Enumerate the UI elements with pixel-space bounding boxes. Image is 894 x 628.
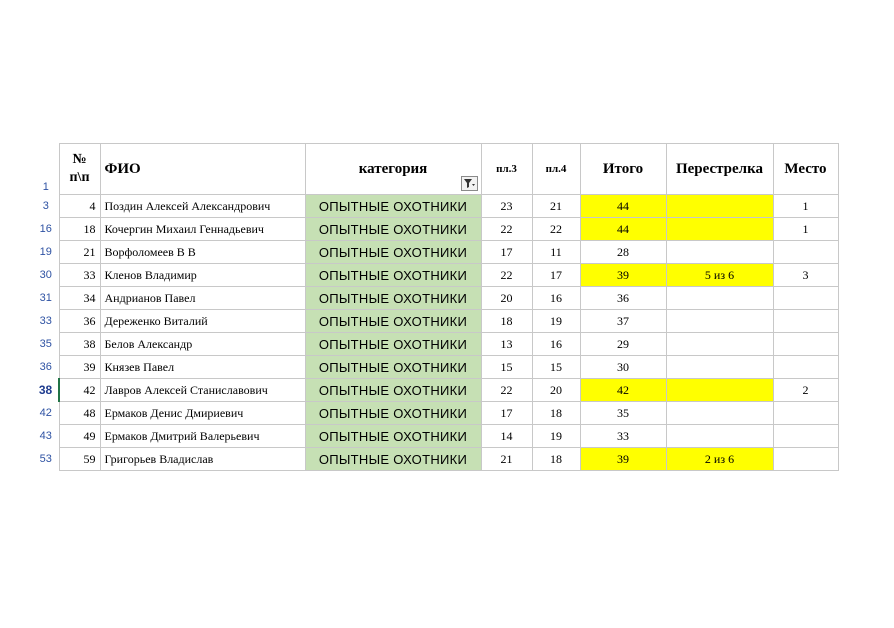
row-number[interactable]: 36 xyxy=(39,361,52,373)
row-number[interactable]: 1 xyxy=(42,180,49,193)
row-number[interactable]: 43 xyxy=(39,430,52,442)
cell-shootoff[interactable] xyxy=(666,218,773,241)
cell-shootoff[interactable]: 2 из 6 xyxy=(666,448,773,471)
cell-total[interactable]: 30 xyxy=(580,356,666,379)
cell-pl3[interactable]: 20 xyxy=(481,287,532,310)
table-row xyxy=(33,310,838,333)
cell-num[interactable]: 49 xyxy=(59,425,100,448)
row-number[interactable]: 42 xyxy=(39,407,52,419)
cell-pl4[interactable]: 17 xyxy=(532,264,580,287)
row-number[interactable]: 33 xyxy=(39,315,52,327)
cell-num[interactable]: 39 xyxy=(59,356,100,379)
cell-fio[interactable]: Князев Павел xyxy=(100,356,305,379)
cell-pl4[interactable]: 18 xyxy=(532,448,580,471)
header-category[interactable] xyxy=(305,144,481,195)
cell-place[interactable] xyxy=(773,356,838,379)
funnel-filter-icon xyxy=(464,179,475,188)
spreadsheet-table xyxy=(33,143,839,471)
cell-fio[interactable]: Лавров Алексей Станиславович xyxy=(100,379,305,402)
cell-total[interactable]: 39 xyxy=(580,264,666,287)
table-row xyxy=(33,379,838,402)
cell-total[interactable]: 37 xyxy=(580,310,666,333)
cell-shootoff[interactable] xyxy=(666,379,773,402)
cell-place[interactable]: 1 xyxy=(773,218,838,241)
cell-fio[interactable]: Ворфоломеев В В xyxy=(100,241,305,264)
cell-category[interactable]: ОПЫТНЫЕ ОХОТНИКИ xyxy=(305,356,481,379)
cell-category[interactable]: ОПЫТНЫЕ ОХОТНИКИ xyxy=(305,264,481,287)
cell-pl3[interactable]: 17 xyxy=(481,241,532,264)
cell-place[interactable]: 3 xyxy=(773,264,838,287)
row-number[interactable]: 19 xyxy=(39,246,52,258)
cell-pl4[interactable]: 20 xyxy=(532,379,580,402)
header-total[interactable]: Итого xyxy=(580,144,666,195)
cell-place[interactable]: 1 xyxy=(773,195,838,218)
cell-total[interactable]: 39 xyxy=(580,448,666,471)
table-row xyxy=(33,448,838,471)
header-category-label: категория xyxy=(358,160,428,177)
cell-pl3[interactable]: 14 xyxy=(481,425,532,448)
cell-place[interactable]: 2 xyxy=(773,379,838,402)
table-row xyxy=(33,287,838,310)
cell-category[interactable]: ОПЫТНЫЕ ОХОТНИКИ xyxy=(305,287,481,310)
row-number[interactable]: 30 xyxy=(39,269,52,281)
cell-category[interactable]: ОПЫТНЫЕ ОХОТНИКИ xyxy=(305,310,481,333)
cell-pl4[interactable]: 21 xyxy=(532,195,580,218)
row-number[interactable]: 35 xyxy=(39,338,52,350)
cell-num[interactable]: 36 xyxy=(59,310,100,333)
cell-pl3[interactable]: 22 xyxy=(481,264,532,287)
cell-total[interactable]: 36 xyxy=(580,287,666,310)
row-number[interactable]: 3 xyxy=(42,200,49,212)
row-number[interactable]: 16 xyxy=(39,223,52,235)
cell-pl3[interactable]: 13 xyxy=(481,333,532,356)
header-shootoff[interactable]: Перестрелка xyxy=(666,144,773,195)
cell-place[interactable] xyxy=(773,333,838,356)
cell-num[interactable]: 48 xyxy=(59,402,100,425)
cell-category[interactable]: ОПЫТНЫЕ ОХОТНИКИ xyxy=(305,333,481,356)
cell-total[interactable]: 35 xyxy=(580,402,666,425)
cell-total[interactable]: 44 xyxy=(580,195,666,218)
table-row xyxy=(33,356,838,379)
cell-shootoff[interactable] xyxy=(666,310,773,333)
table-row xyxy=(33,425,838,448)
header-place[interactable]: Место xyxy=(773,144,838,195)
header-row xyxy=(33,144,838,195)
cell-pl4[interactable]: 22 xyxy=(532,218,580,241)
row-number[interactable]: 53 xyxy=(39,453,52,465)
cell-category[interactable]: ОПЫТНЫЕ ОХОТНИКИ xyxy=(305,218,481,241)
header-num[interactable] xyxy=(59,144,100,195)
cell-shootoff[interactable] xyxy=(666,425,773,448)
cell-pl3[interactable]: 23 xyxy=(481,195,532,218)
cell-fio[interactable]: Ермаков Дмитрий Валерьевич xyxy=(100,425,305,448)
cell-total[interactable]: 29 xyxy=(580,333,666,356)
cell-place[interactable] xyxy=(773,310,838,333)
cell-pl4[interactable]: 18 xyxy=(532,402,580,425)
cell-pl4[interactable]: 16 xyxy=(532,287,580,310)
table-row xyxy=(33,241,838,264)
cell-num[interactable]: 59 xyxy=(59,448,100,471)
cell-place[interactable] xyxy=(773,448,838,471)
cell-pl4[interactable]: 16 xyxy=(532,333,580,356)
cell-fio[interactable]: Ермаков Денис Дмириевич xyxy=(100,402,305,425)
cell-category[interactable]: ОПЫТНЫЕ ОХОТНИКИ xyxy=(305,379,481,402)
cell-place[interactable] xyxy=(773,287,838,310)
cell-num[interactable]: 18 xyxy=(59,218,100,241)
cell-category[interactable]: ОПЫТНЫЕ ОХОТНИКИ xyxy=(305,241,481,264)
cell-shootoff[interactable] xyxy=(666,241,773,264)
cell-shootoff[interactable] xyxy=(666,333,773,356)
cell-num[interactable]: 4 xyxy=(59,195,100,218)
cell-place[interactable] xyxy=(773,402,838,425)
cell-num[interactable]: 42 xyxy=(59,379,100,402)
cell-pl4[interactable]: 19 xyxy=(532,310,580,333)
cell-num[interactable]: 38 xyxy=(59,333,100,356)
cell-pl4[interactable]: 15 xyxy=(532,356,580,379)
table-row xyxy=(33,402,838,425)
row-number[interactable]: 31 xyxy=(39,292,52,304)
filter-dropdown-button[interactable] xyxy=(461,176,478,191)
cell-num[interactable]: 21 xyxy=(59,241,100,264)
cell-shootoff[interactable] xyxy=(666,402,773,425)
cell-category[interactable]: ОПЫТНЫЕ ОХОТНИКИ xyxy=(305,425,481,448)
header-num-line1: № xyxy=(72,152,87,167)
cell-category[interactable]: ОПЫТНЫЕ ОХОТНИКИ xyxy=(305,195,481,218)
cell-num[interactable]: 33 xyxy=(59,264,100,287)
table-row xyxy=(33,264,838,287)
header-pl4[interactable]: пл.4 xyxy=(532,144,580,195)
cell-place[interactable] xyxy=(773,241,838,264)
cell-place[interactable] xyxy=(773,425,838,448)
cell-pl3[interactable]: 17 xyxy=(481,402,532,425)
cell-total[interactable]: 33 xyxy=(580,425,666,448)
cell-shootoff[interactable] xyxy=(666,195,773,218)
header-pl3[interactable]: пл.3 xyxy=(481,144,532,195)
cell-fio[interactable]: Кленов Владимир xyxy=(100,264,305,287)
cell-num[interactable]: 34 xyxy=(59,287,100,310)
cell-pl3[interactable]: 15 xyxy=(481,356,532,379)
cell-fio[interactable]: Поздин Алексей Александрович xyxy=(100,195,305,218)
cell-pl3[interactable]: 21 xyxy=(481,448,532,471)
cell-total[interactable]: 28 xyxy=(580,241,666,264)
cell-pl3[interactable]: 22 xyxy=(481,218,532,241)
cell-fio[interactable]: Григорьев Владислав xyxy=(100,448,305,471)
table-row xyxy=(33,195,838,218)
cell-fio[interactable]: Андрианов Павел xyxy=(100,287,305,310)
cell-shootoff[interactable] xyxy=(666,287,773,310)
cell-category[interactable]: ОПЫТНЫЕ ОХОТНИКИ xyxy=(305,402,481,425)
cell-shootoff[interactable]: 5 из 6 xyxy=(666,264,773,287)
cell-pl4[interactable]: 19 xyxy=(532,425,580,448)
cell-fio[interactable]: Кочергин Михаил Геннадьевич xyxy=(100,218,305,241)
cell-pl4[interactable]: 11 xyxy=(532,241,580,264)
cell-shootoff[interactable] xyxy=(666,356,773,379)
cell-category[interactable]: ОПЫТНЫЕ ОХОТНИКИ xyxy=(305,448,481,471)
header-fio[interactable]: ФИО xyxy=(100,144,305,195)
cell-fio[interactable]: Белов Александр xyxy=(100,333,305,356)
row-number[interactable]: 38 xyxy=(33,379,59,402)
cell-total[interactable]: 42 xyxy=(580,379,666,402)
cell-total[interactable]: 44 xyxy=(580,218,666,241)
table-row xyxy=(33,333,838,356)
cell-pl3[interactable]: 18 xyxy=(481,310,532,333)
header-num-line2: п\п xyxy=(69,170,90,185)
cell-pl3[interactable]: 22 xyxy=(481,379,532,402)
cell-fio[interactable]: Дереженко Виталий xyxy=(100,310,305,333)
table-row xyxy=(33,218,838,241)
